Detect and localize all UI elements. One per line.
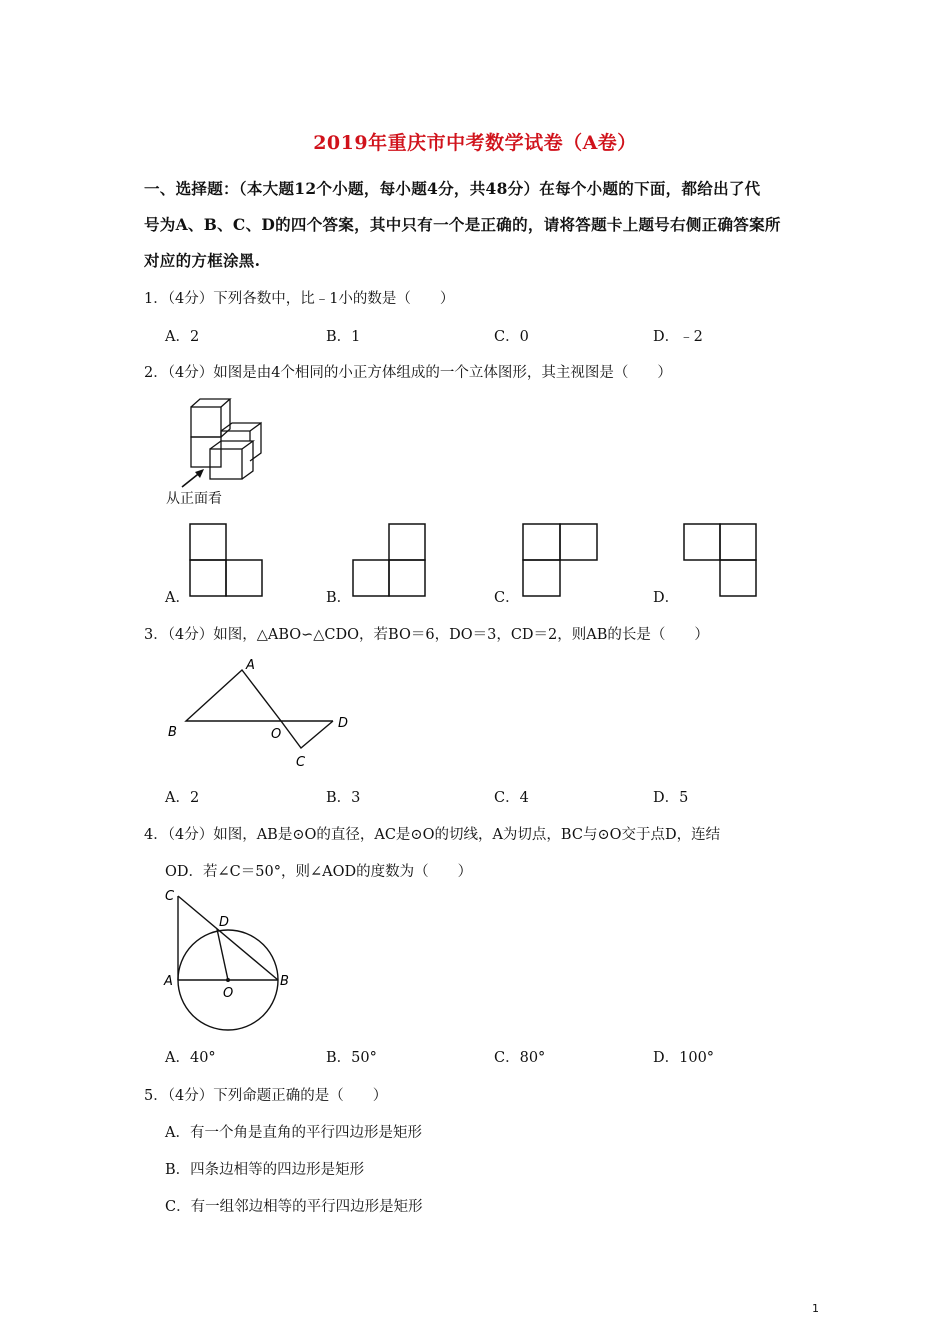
q3-label-b: B: [168, 725, 177, 740]
section-instructions-line3: 对应的方框涂黑.: [144, 251, 261, 270]
q1-option-a[interactable]: A．2: [165, 329, 200, 345]
q5-option-b[interactable]: B．四条边相等的四边形是矩形: [165, 1162, 365, 1178]
q4-label-b: B: [280, 974, 289, 989]
q5-option-a[interactable]: A．有一个角是直角的平行四边形是矩形: [165, 1125, 422, 1141]
q1-option-b[interactable]: B．1: [326, 329, 361, 345]
question-1-stem: 1．（4分）下列各数中，比﹣1小的数是（ ）: [144, 291, 455, 307]
q3-option-c[interactable]: C．4: [494, 790, 529, 806]
q4-option-a[interactable]: A．40°: [165, 1050, 216, 1066]
q1-option-c[interactable]: C．0: [494, 329, 529, 345]
page-title: 2019年重庆市中考数学试卷（A卷）: [313, 132, 637, 154]
question-4-stem-line1: 4．（4分）如图，AB是⊙O的直径，AC是⊙O的切线，A为切点，BC与⊙O交于点D，连结: [144, 827, 721, 843]
page-number: 1: [812, 1302, 819, 1315]
q4-label-d: D: [219, 915, 230, 930]
question-2-stem: 2．（4分）如图是由4个相同的小正方体组成的一个立体图形，其主视图是（ ）: [144, 365, 672, 381]
q2-option-a-figure: [189, 523, 263, 597]
question-3-stem: 3．（4分）如图，△ABO∽△CDO，若BO＝6，DO＝3，CD＝2，则AB的长是（ ）: [144, 627, 709, 643]
q1-option-d[interactable]: D．﹣2: [653, 329, 703, 345]
q3-label-o: O: [271, 727, 282, 742]
question-5-stem: 5．（4分）下列命题正确的是（ ）: [144, 1088, 388, 1104]
q4-option-d[interactable]: D．100°: [653, 1050, 715, 1066]
q3-triangle-figure: [160, 652, 370, 774]
question-4-stem-line2: OD．若∠C＝50°，则∠AOD的度数为（ ）: [165, 864, 473, 880]
q2-option-a[interactable]: A．: [165, 590, 190, 606]
q3-option-d[interactable]: D．5: [653, 790, 689, 806]
section-instructions-line2: 号为A、B、C、D的四个答案，其中只有一个是正确的，请将答题卡上题号右侧正确答案所: [144, 215, 781, 234]
q4-option-c[interactable]: C．80°: [494, 1050, 546, 1066]
q2-option-b-figure: [352, 523, 426, 597]
q4-circle-figure: [160, 884, 300, 1034]
q2-option-d[interactable]: D．: [653, 590, 680, 606]
q3-label-c: C: [296, 755, 306, 770]
q2-figure-caption: 从正面看: [166, 491, 222, 507]
q4-label-o: O: [223, 986, 234, 1001]
q2-option-b[interactable]: B．: [326, 590, 352, 606]
q2-option-c[interactable]: C．: [494, 590, 520, 606]
q4-label-a: A: [164, 974, 173, 989]
q3-option-a[interactable]: A．2: [165, 790, 200, 806]
q2-option-d-figure: [683, 523, 757, 597]
q4-option-b[interactable]: B．50°: [326, 1050, 377, 1066]
q3-option-b[interactable]: B．3: [326, 790, 361, 806]
q5-option-c[interactable]: C．有一组邻边相等的平行四边形是矩形: [165, 1199, 423, 1215]
q2-option-c-figure: [522, 523, 598, 597]
q3-label-a: A: [246, 658, 255, 673]
q4-label-c: C: [165, 889, 175, 904]
section-instructions-line1: 一、选择题：（本大题12个小题，每小题4分，共48分）在每个小题的下面，都给出了代: [144, 179, 761, 198]
q3-label-d: D: [338, 716, 349, 731]
